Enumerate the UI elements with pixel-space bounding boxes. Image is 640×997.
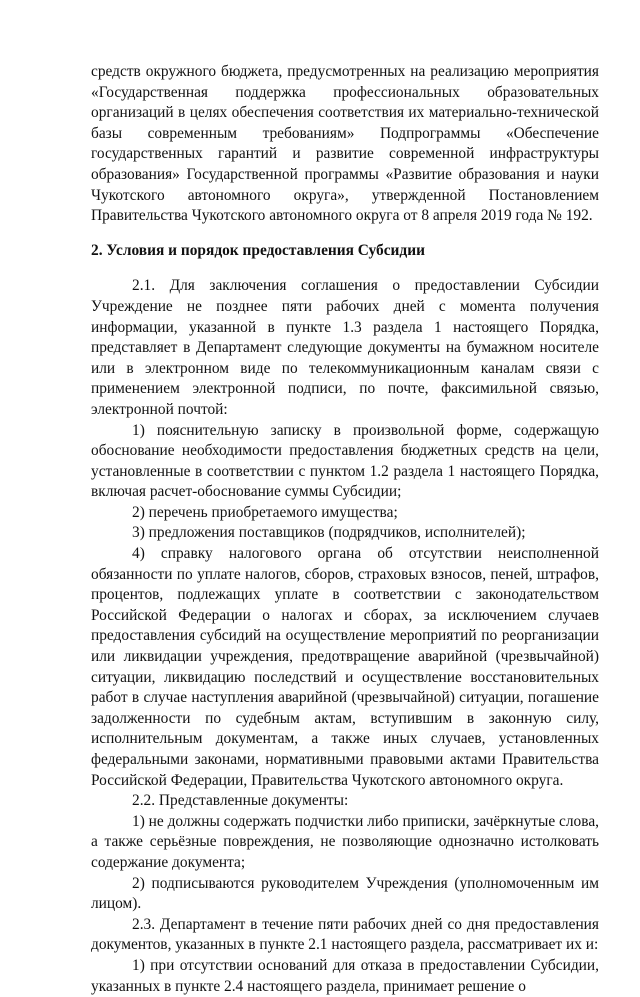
intro-paragraph: средств окружного бюджета, предусмотренных на реализацию мероприятия «Государственная поддержка профессиональных образовательных организаций в целях обеспечения соответствия их материально-технической базы современным требованиям» Подпрограммы «Обеспечение государственных гарантий и развитие современной инфраструктуры образования» Государственной программы «Развитие образования и науки Чукотского автономного округа», утвержденной Постановлением Правительства Чукотского автономного округа от 8 апреля 2019 года № 192. [91,63,599,225]
list-item-4: 4) справку налогового органа об отсутствии неисполненной обязанности по уплате налогов, сборов, страховых взносов, пеней, штрафов, процентов, подлежащих уплате в соответствии с законодательством Российской Федерации о налогах и сборах, за исключением случаев предоставления субсидий на осуществление мероприятий по реорганизации или ликвидации учреждения, предотвращение аварийной (чрезвычайной) ситуации, ликвидацию последствий и осуществление восстановительных работ в случае наступления аварийной (чрезвычайной) ситуации, погашение задолженности по судебным актам, вступившим в законную силу, исполнительным документам, а также иных случаев, установленных федеральными законами, нормативными правовыми актами Правительства Российской Федерации, Правительства Чукотского автономного округа. [91,545,599,789]
paragraph-2-3: 2.3. Департамент в течение пяти рабочих дней со дня предоставления документов, указанных в пункте 2.1 настоящего раздела, рассматривает их и: [91,915,599,954]
list-item-3: 3) предложения поставщиков (подрядчиков, исполнителей); [132,524,526,542]
document-body [91,62,599,997]
paragraph-2-1: 2.1. Для заключения соглашения о предоставлении Субсидии Учреждение не позднее пяти рабочих дней с момента получения информации, указанной в пункте 1.3 раздела 1 настоящего Порядка, представляет в Департамент следующие документы на бумажном носителе или в электронном виде по телекоммуникационным каналам связи с применением электронной подписи, по почте, факсимильной связью, электронной почтой: [91,277,599,418]
paragraph-2-2-item-1: 1) не должны содержать подчистки либо приписки, зачёркнутые слова, а также серьёзные повреждения, не позволяющие однозначно истолковать содержание документа; [91,812,599,871]
list-item-1: 1) пояснительную записку в произвольной форме, содержащую обоснование необходимости предоставления бюджетных средств на цели, установленные в соответствии с пунктом 1.2 раздела 1 настоящего Порядка, включая расчет-обоснование суммы Субсидии; [91,421,599,501]
paragraph-2-2-item-2: 2) подписываются руководителем Учреждения (уполномоченным им лицом). [91,874,599,913]
section-heading: 2. Условия и порядок предоставления Субсидии [91,241,425,259]
paragraph-2-3-item-1: 1) при отсутствии оснований для отказа в предоставлении Субсидии, указанных в пункте 2.4 настоящего раздела, принимает решение о [91,956,599,995]
list-item-2: 2) перечень приобретаемого имущества; [132,503,398,521]
paragraph-2-2: 2.2. Представленные документы: [132,792,349,810]
